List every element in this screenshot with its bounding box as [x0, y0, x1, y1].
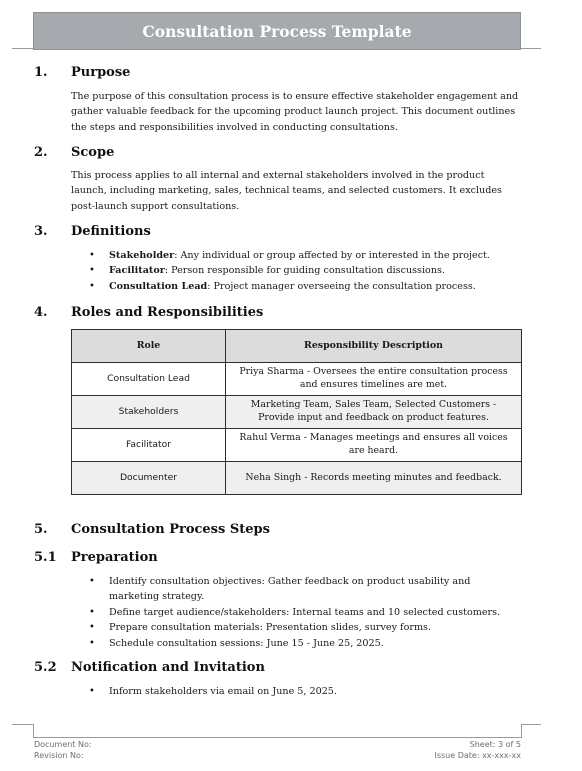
- paragraph-line: launch, including marketing, sales, technical teams, and selected customers. It excludes: [71, 185, 502, 197]
- crop-mark: [12, 724, 34, 725]
- list-item: [71, 279, 521, 294]
- document-title: Consultation Process Template: [142, 21, 412, 41]
- title-bar: [33, 12, 521, 50]
- definition-text: : Person responsible for guiding consultation discussions.: [164, 265, 445, 277]
- role-cell: Consultation Lead: [72, 363, 226, 396]
- definition-term: Consultation Lead: [109, 280, 208, 292]
- responsibility-cell: Priya Sharma - Oversees the entire consultation process and ensures timelines are met.: [226, 363, 522, 396]
- subsection-number: 5.1: [34, 550, 57, 565]
- subsection-heading-notification: [34, 660, 265, 675]
- section-heading-scope: [34, 145, 114, 160]
- section-title: Purpose: [71, 65, 131, 80]
- table-header-row: [72, 330, 522, 363]
- column-header-responsibility: Responsibility Description: [226, 330, 522, 363]
- role-cell: Documenter: [72, 462, 226, 495]
- paragraph-line: The purpose of this consultation process is to ensure effective stakeholder engagement and: [71, 91, 519, 102]
- revision-number-label: Revision No:: [34, 751, 84, 760]
- responsibility-cell: Neha Singh - Records meeting minutes and feedback.: [226, 462, 522, 495]
- paragraph-line: the steps and responsibilities involved in conducting consultations.: [71, 121, 398, 133]
- table-row: [72, 429, 522, 462]
- table-row: [72, 396, 522, 429]
- section-number: 4.: [34, 305, 48, 320]
- section-number: 3.: [34, 224, 48, 239]
- roles-table: [71, 329, 522, 495]
- section-heading-roles: [34, 305, 263, 320]
- subsection-heading-preparation: [34, 550, 158, 565]
- crop-mark: [33, 724, 34, 738]
- subsection-number: 5.2: [34, 660, 57, 675]
- section-title: Definitions: [71, 224, 151, 239]
- paragraph-line: post-launch support consultations.: [71, 200, 240, 212]
- issue-date: Issue Date: xx-xxx-xx: [434, 751, 521, 760]
- list-item: • Prepare consultation materials: Presentation slides, survey forms.: [71, 620, 521, 635]
- definition-term: Facilitator: [109, 265, 165, 277]
- section-number: 1.: [34, 65, 48, 80]
- section-heading-definitions: [34, 224, 151, 239]
- footer-divider: [33, 737, 521, 738]
- scope-paragraph: [71, 168, 526, 214]
- section-title: Roles and Responsibilities: [71, 305, 264, 320]
- column-header-role: Role: [72, 330, 226, 363]
- definitions-list: [71, 248, 521, 294]
- definition-text: : Any individual or group affected by or interested in the project.: [174, 250, 490, 261]
- section-number: 5.: [34, 522, 48, 537]
- section-heading-purpose: [34, 65, 130, 80]
- document-number-label: Document No:: [34, 740, 92, 749]
- crop-mark: [521, 48, 541, 49]
- purpose-paragraph: [71, 89, 526, 135]
- subsection-title: Preparation: [71, 550, 158, 565]
- subsection-title: Notification and Invitation: [71, 660, 265, 675]
- role-cell: Facilitator: [72, 429, 226, 462]
- preparation-list: [71, 574, 521, 651]
- list-item: • Schedule consultation sessions: June 15 - June 25, 2025.: [71, 636, 521, 651]
- list-item: [71, 263, 521, 278]
- definition-term: Stakeholder: [109, 250, 175, 261]
- responsibility-cell: Rahul Verma - Manages meetings and ensures all voices are heard.: [226, 429, 522, 462]
- notification-list: [71, 684, 521, 699]
- paragraph-line: gather valuable feedback for the upcoming product launch project. This document outlines: [71, 106, 516, 118]
- section-number: 2.: [34, 145, 48, 160]
- definition-text: : Project manager overseeing the consultation process.: [207, 280, 476, 292]
- crop-mark: [521, 724, 522, 738]
- list-item: • Identify consultation objectives: Gather feedback on product usability and marketing strategy.: [71, 574, 521, 605]
- crop-mark: [521, 724, 541, 725]
- role-cell: Stakeholders: [72, 396, 226, 429]
- paragraph-line: This process applies to all internal and external stakeholders involved in the product: [71, 170, 485, 181]
- section-title: Scope: [71, 145, 115, 160]
- table-row: [72, 462, 522, 495]
- section-title: Consultation Process Steps: [71, 522, 270, 537]
- section-heading-steps: [34, 522, 270, 537]
- crop-mark: [12, 48, 34, 49]
- list-item: [71, 248, 521, 263]
- list-item: • Define target audience/stakeholders: Internal teams and 10 selected customers.: [71, 605, 521, 620]
- list-item: • Inform stakeholders via email on June 5, 2025.: [71, 684, 521, 699]
- responsibility-cell: Marketing Team, Sales Team, Selected Customers - Provide input and feedback on product features.: [226, 396, 522, 429]
- sheet-number: Sheet: 3 of 5: [469, 740, 521, 749]
- table-row: [72, 363, 522, 396]
